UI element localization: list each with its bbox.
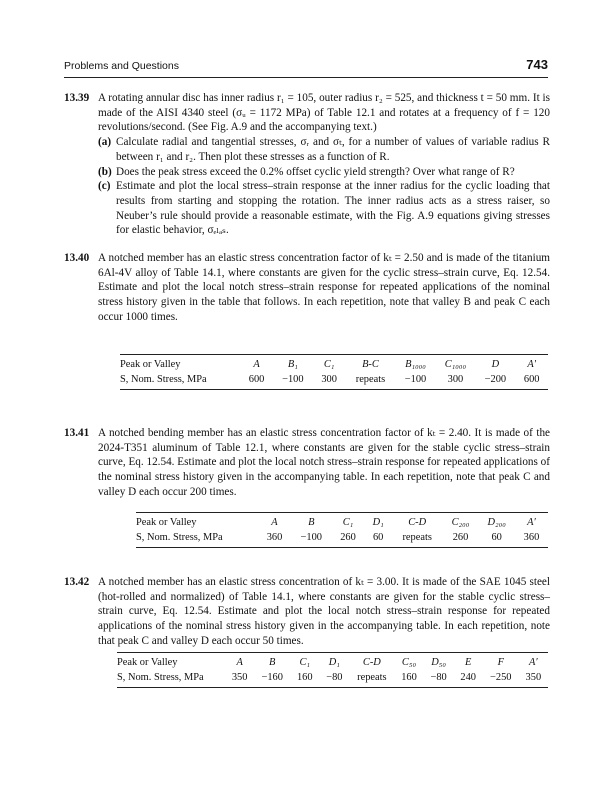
problem-part-a: [98, 135, 550, 164]
row-label: S, Nom. Stress, MPa: [136, 532, 223, 543]
table-cell: C₅₀: [401, 657, 417, 668]
table-cell: C-D: [408, 517, 427, 528]
table-cell: 160: [296, 672, 313, 683]
table-cell: D: [491, 359, 500, 370]
table-cell: −250: [490, 672, 512, 683]
table-cell: E: [465, 657, 472, 668]
table-cell: −80: [326, 672, 343, 683]
table-cell: B: [308, 517, 315, 528]
table-row: [136, 513, 548, 531]
table-row: [117, 670, 548, 688]
problem-text: A notched bending member has an elastic stress concentration factor of kₜ = 2.40. It is made of the 2024-T351 aluminum of Table 12.1, where constants are given for the stable cyclic stress–strain curve, Eq. 12.54. Estimate and plot the local notch stress–strain response for repeated applications of the nominal stress history given in the accompanying table. In each repetition, note that peak C and valley D each occur 200 times.: [98, 427, 550, 498]
problem-part-c: [98, 179, 550, 238]
section-title: Problems and Questions: [64, 60, 179, 72]
table-row: [117, 653, 548, 671]
table-cell: A′: [527, 517, 536, 528]
table-cell: D₅₀: [431, 657, 446, 668]
problem-part-b: [98, 165, 550, 180]
table-cell: −100: [300, 532, 322, 543]
part-text: Calculate radial and tangential stresses, σᵣ and σₜ, for a number of values of variable radius R between r₁ and r₂. Then plot these stresses as a function of R.: [116, 136, 550, 163]
table-cell: repeats: [355, 374, 386, 385]
problem-number: 13.39: [64, 92, 90, 104]
table-cell: C₁₀₀₀: [444, 359, 467, 370]
table-cell: B₁₀₀₀: [405, 359, 426, 370]
table-cell: −80: [430, 672, 447, 683]
table-row: [120, 355, 548, 373]
table-cell: C-D: [362, 657, 381, 668]
row-label: S, Nom. Stress, MPa: [120, 374, 207, 385]
stress-history-table-13-42: [117, 652, 548, 688]
table-cell: 350: [231, 672, 248, 683]
problem-13-42: [64, 575, 550, 649]
table-cell: 600: [248, 374, 265, 385]
table-cell: D₁: [372, 517, 384, 528]
part-label: (b): [98, 165, 112, 178]
table-cell: −100: [282, 374, 304, 385]
table-cell: 300: [447, 374, 464, 385]
table-cell: 600: [523, 374, 540, 385]
table-cell: repeats: [402, 532, 432, 543]
table-cell: A: [271, 517, 278, 528]
problem-number: 13.42: [64, 576, 90, 588]
table-row: [120, 372, 548, 390]
page-header: [64, 57, 548, 78]
table-cell: 260: [340, 532, 356, 543]
table-cell: repeats: [357, 672, 387, 683]
table-cell: 360: [266, 532, 283, 543]
table-cell: C₁: [342, 517, 354, 528]
problem-text: A rotating annular disc has inner radius r₁ = 105, outer radius r₂ = 525, and thickness t = 50 mm. It is made of the AISI 4340 steel (σᵤ = 1172 MPa) of Table 12.1 and rotates at a frequency of f = 120 revolutions/second. (See Fig. A.9 and the accompanying text.): [98, 92, 550, 134]
table-cell: 60: [491, 532, 502, 543]
table-cell: 350: [525, 672, 542, 683]
problem-number: 13.41: [64, 427, 90, 439]
table-cell: A: [253, 359, 260, 370]
table-cell: 260: [452, 532, 469, 543]
stress-history-table-13-41: [136, 512, 548, 548]
table-cell: D₁: [328, 657, 340, 668]
table-cell: A: [236, 657, 243, 668]
table-cell: C₁: [323, 359, 335, 370]
table-cell: F: [497, 657, 504, 668]
table-cell: A′: [529, 657, 538, 668]
table-cell: −160: [261, 672, 283, 683]
table-cell: 240: [460, 672, 476, 683]
table-cell: 360: [523, 532, 540, 543]
problem-number: 13.40: [64, 252, 90, 264]
part-label: (c): [98, 180, 111, 193]
table-cell: 160: [401, 672, 417, 683]
table-cell: B-C: [362, 359, 379, 370]
part-label: (a): [98, 136, 112, 149]
table-cell: D₂₀₀: [487, 517, 506, 528]
problem-13-41: [64, 426, 550, 500]
table-cell: −200: [484, 374, 507, 385]
problem-13-40: [64, 251, 550, 325]
table-row: [136, 530, 548, 548]
problem-text: A notched member has an elastic stress concentration factor of kₜ = 2.50 and is made of the titanium 6Al-4V alloy of Table 14.1, where constants are given for the cyclic stress–strain curve, Eq. 12.54. Estimate and plot the local notch stress–strain response for repeated applications of the nominal stress history given in the table that follows. In each repetition, note that valley B and peak C each occur 1000 times.: [98, 252, 550, 323]
problem-text: A notched member has an elastic stress concentration of kₜ = 3.00. It is made of the SAE 1045 steel (hot-rolled and normalized) of Table 14.1, where constants are given for the stable cyclic stress–strain curve, Eq. 12.54. Estimate and plot the local notch stress–strain response for repeated applications of the nominal stress history given in the accompanying table. In each repetition, note that peak C and valley D each occur 50 times.: [98, 576, 550, 647]
table-cell: C₁: [299, 657, 311, 668]
stress-history-table-13-40: [120, 354, 548, 390]
page-number: 743: [526, 57, 548, 72]
table-cell: B₁: [287, 359, 298, 370]
table-cell: A′: [527, 359, 536, 370]
table-cell: −100: [404, 374, 427, 385]
table-cell: 60: [372, 532, 384, 543]
table-cell: C₂₀₀: [451, 517, 470, 528]
row-label: Peak or Valley: [117, 657, 178, 668]
part-text: Does the peak stress exceed the 0.2% offset cyclic yield strength? Over what range of R?: [116, 165, 515, 178]
table-cell: B: [269, 657, 276, 668]
row-label: S, Nom. Stress, MPa: [117, 672, 204, 683]
row-label: Peak or Valley: [120, 359, 181, 370]
part-text: Estimate and plot the local stress–strain response at the inner radius for the cyclic loading that results from starting and stopping the rotation. The inner radius acts as a stress raiser, so Neuber’s rule should provide a reasonable estimate, with the Fig. A.9 equations giving stresses for elastic behavior, σₑₗₐₛ.: [116, 180, 550, 237]
row-label: Peak or Valley: [136, 517, 197, 528]
table-cell: 300: [321, 374, 337, 385]
problem-13-39: [64, 91, 550, 238]
